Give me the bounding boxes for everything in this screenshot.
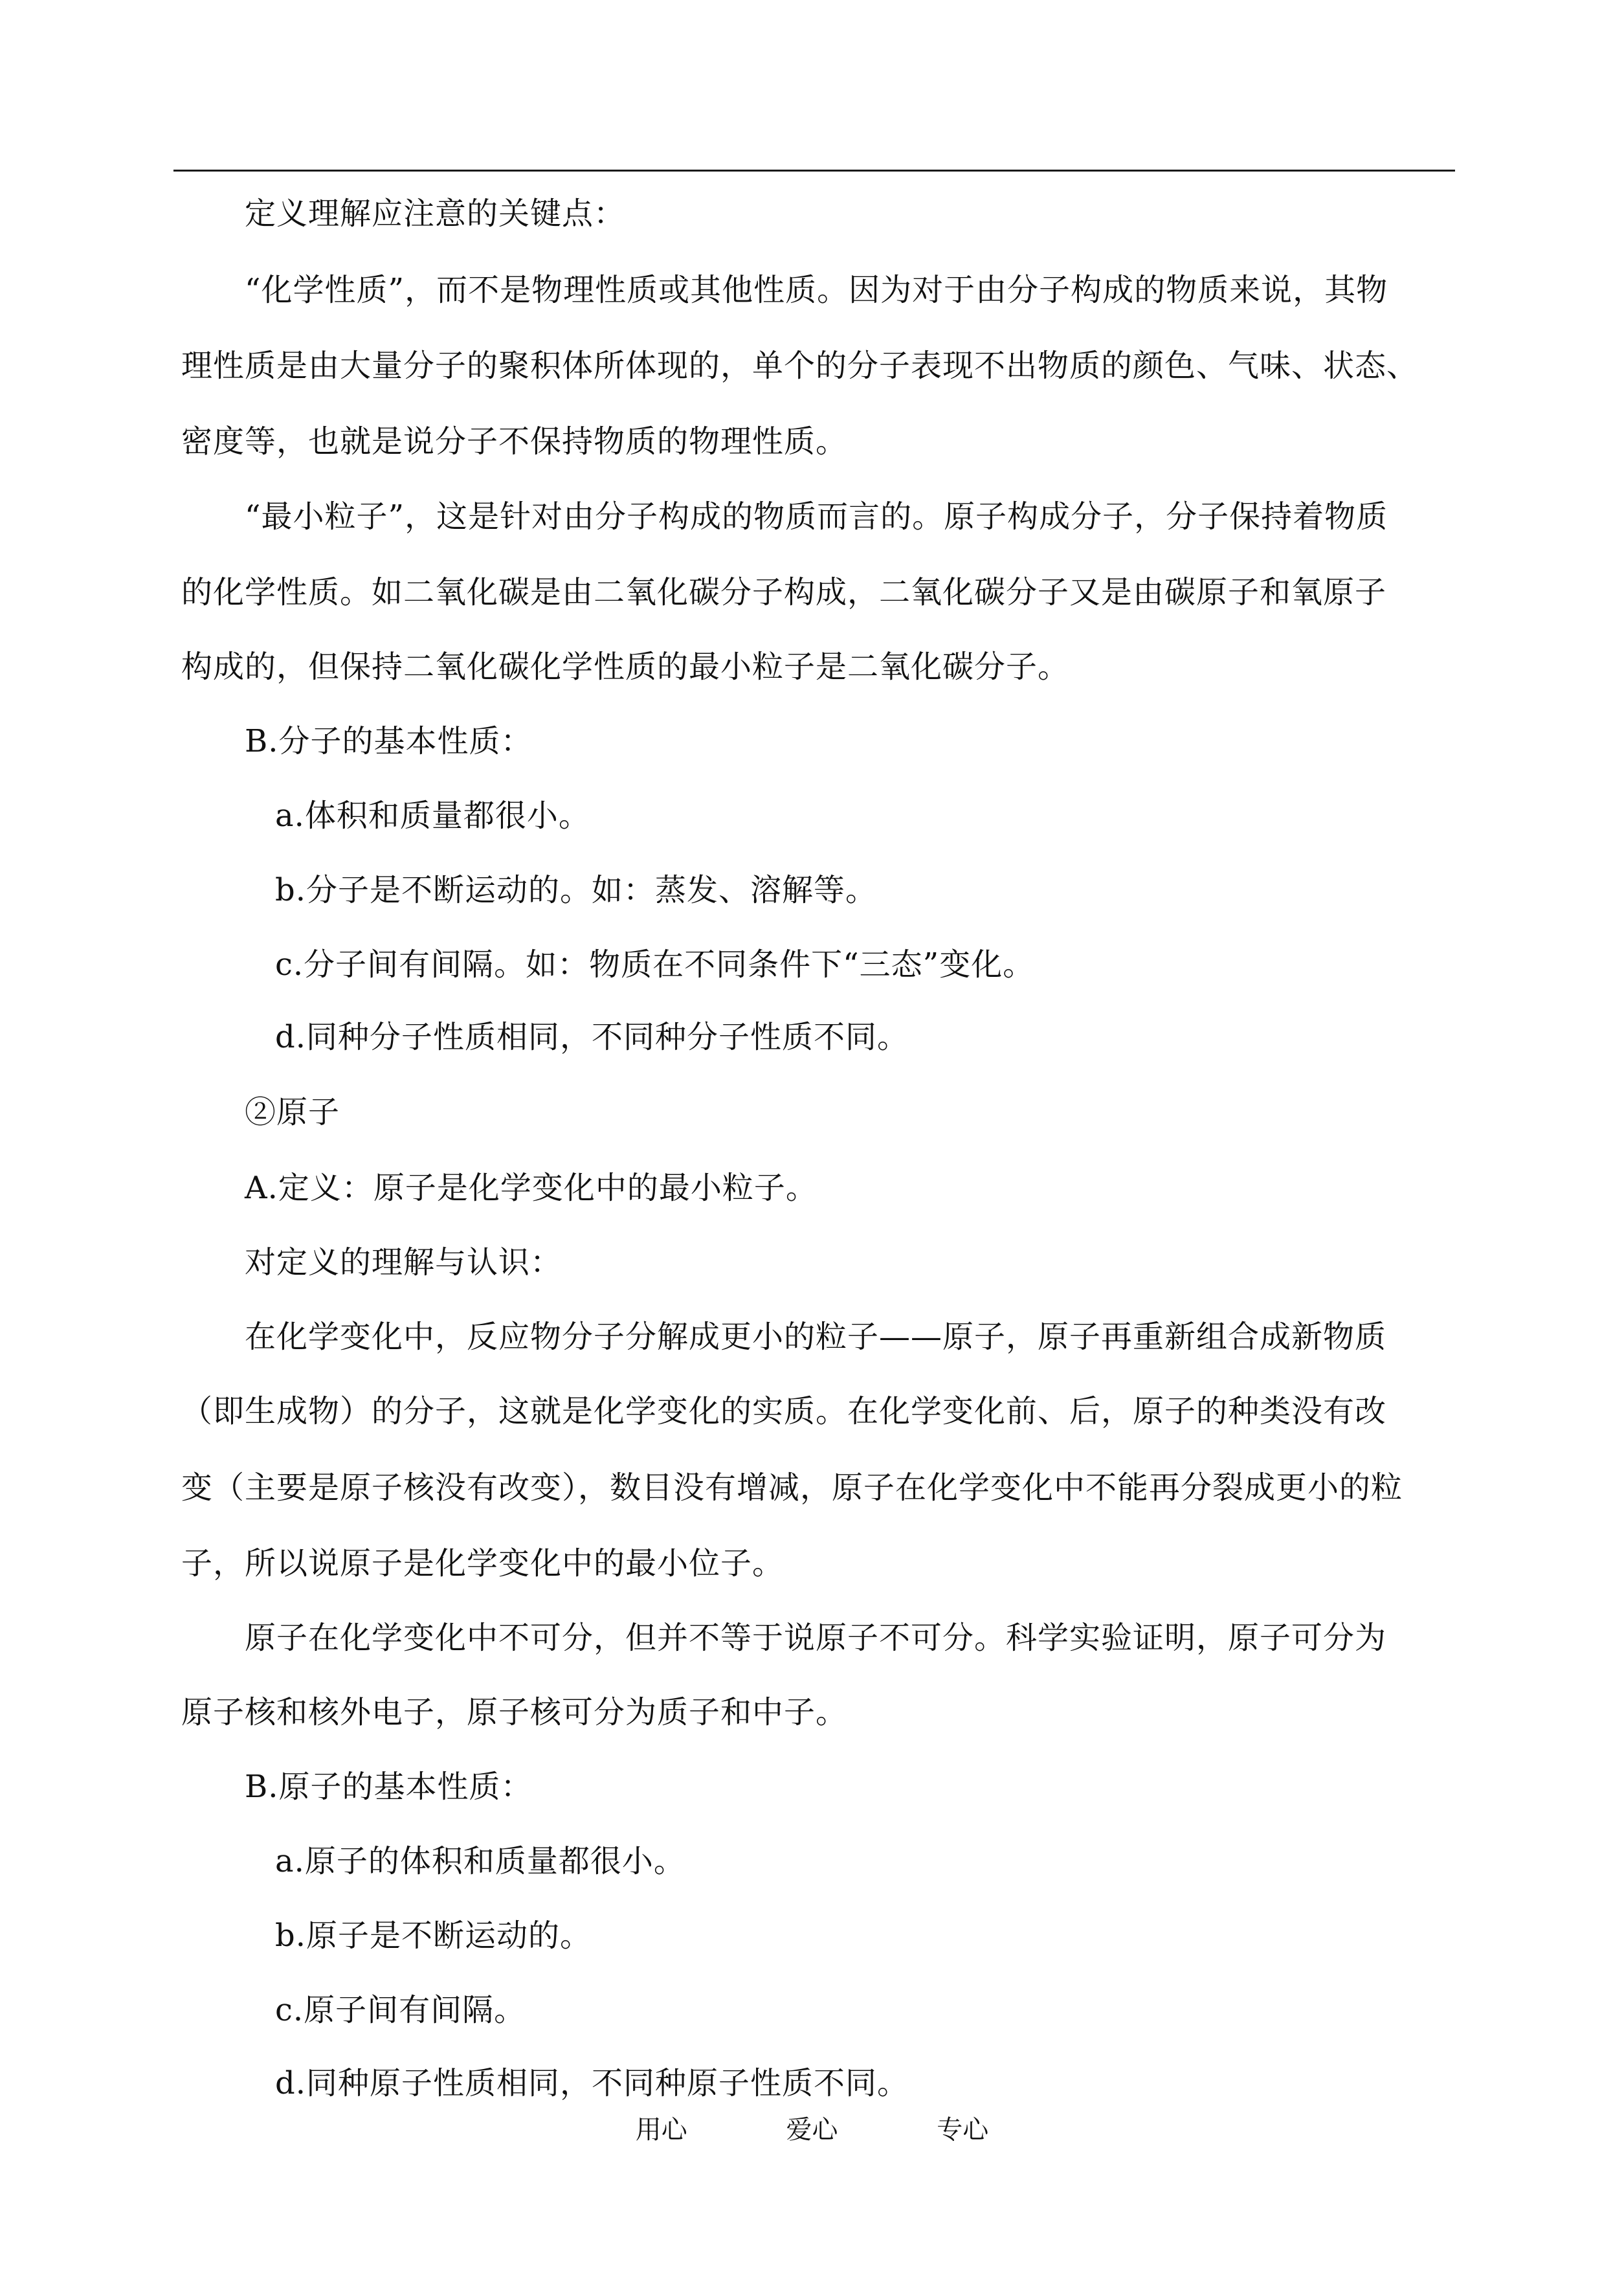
paragraph-line: 定义理解应注意的关键点： xyxy=(245,196,626,232)
footer-word: 专心 xyxy=(937,2115,989,2145)
list-item: b.原子是不断运动的。 xyxy=(275,1918,592,1954)
paragraph-line: 变（主要是原子核没有改变），数目没有增减，原子在化学变化中不能再分裂成更小的粒 xyxy=(181,1470,1403,1506)
footer-word: 爱心 xyxy=(786,2115,838,2145)
footer-word: 用心 xyxy=(635,2115,687,2145)
paragraph-line: “化学性质”，而不是物理性质或其他性质。因为对于由分子构成的物质来说，其物 xyxy=(245,272,1388,308)
paragraph-line: 构成的，但保持二氧化碳化学性质的最小粒子是二氧化碳分子。 xyxy=(181,649,1070,685)
paragraph-line: 密度等，也就是说分子不保持物质的物理性质。 xyxy=(181,423,848,460)
section-subtitle: B.分子的基本性质： xyxy=(245,723,533,759)
paragraph-line: “最小粒子”，这是针对由分子构成的物质而言的。原子构成分子，分子保持着物质 xyxy=(245,498,1388,535)
page-footer xyxy=(0,2110,1624,2149)
section-subtitle: B.原子的基本性质： xyxy=(245,1769,533,1805)
header-rule xyxy=(173,170,1455,172)
list-item: a.体积和质量都很小。 xyxy=(275,798,590,834)
paragraph-line: （即生成物）的分子，这就是化学变化的实质。在化学变化前、后，原子的种类没有改 xyxy=(181,1393,1387,1429)
paragraph-line: 在化学变化中，反应物分子分解成更小的粒子——原子，原子再重新组合成新物质 xyxy=(245,1319,1387,1355)
paragraph-line: 原子核和核外电子，原子核可分为质子和中子。 xyxy=(181,1694,848,1730)
list-item: c.分子间有间隔。如：物质在不同条件下“三态”变化。 xyxy=(275,946,1035,983)
list-item: d.同种原子性质相同，不同种原子性质不同。 xyxy=(275,2065,909,2101)
list-item: b.分子是不断运动的。如：蒸发、溶解等。 xyxy=(275,872,877,908)
paragraph-line: 的化学性质。如二氧化碳是由二氧化碳分子构成，二氧化碳分子又是由碳原子和氧原子 xyxy=(181,574,1387,610)
list-item: d.同种分子性质相同，不同种分子性质不同。 xyxy=(275,1019,909,1055)
list-item: a.原子的体积和质量都很小。 xyxy=(275,1843,685,1879)
paragraph-line: 对定义的理解与认识： xyxy=(245,1244,562,1281)
paragraph-line: 原子在化学变化中不可分，但并不等于说原子不可分。科学实验证明，原子可分为 xyxy=(245,1620,1387,1656)
paragraph-line: 子，所以说原子是化学变化中的最小位子。 xyxy=(181,1545,784,1582)
list-item: c.原子间有间隔。 xyxy=(275,1992,526,2028)
section-heading: ②原子 xyxy=(245,1094,340,1130)
definition-line: A.定义：原子是化学变化中的最小粒子。 xyxy=(245,1170,818,1206)
paragraph-line: 理性质是由大量分子的聚积体所体现的，单个的分子表现不出物质的颜色、气味、状态、 xyxy=(181,348,1419,384)
